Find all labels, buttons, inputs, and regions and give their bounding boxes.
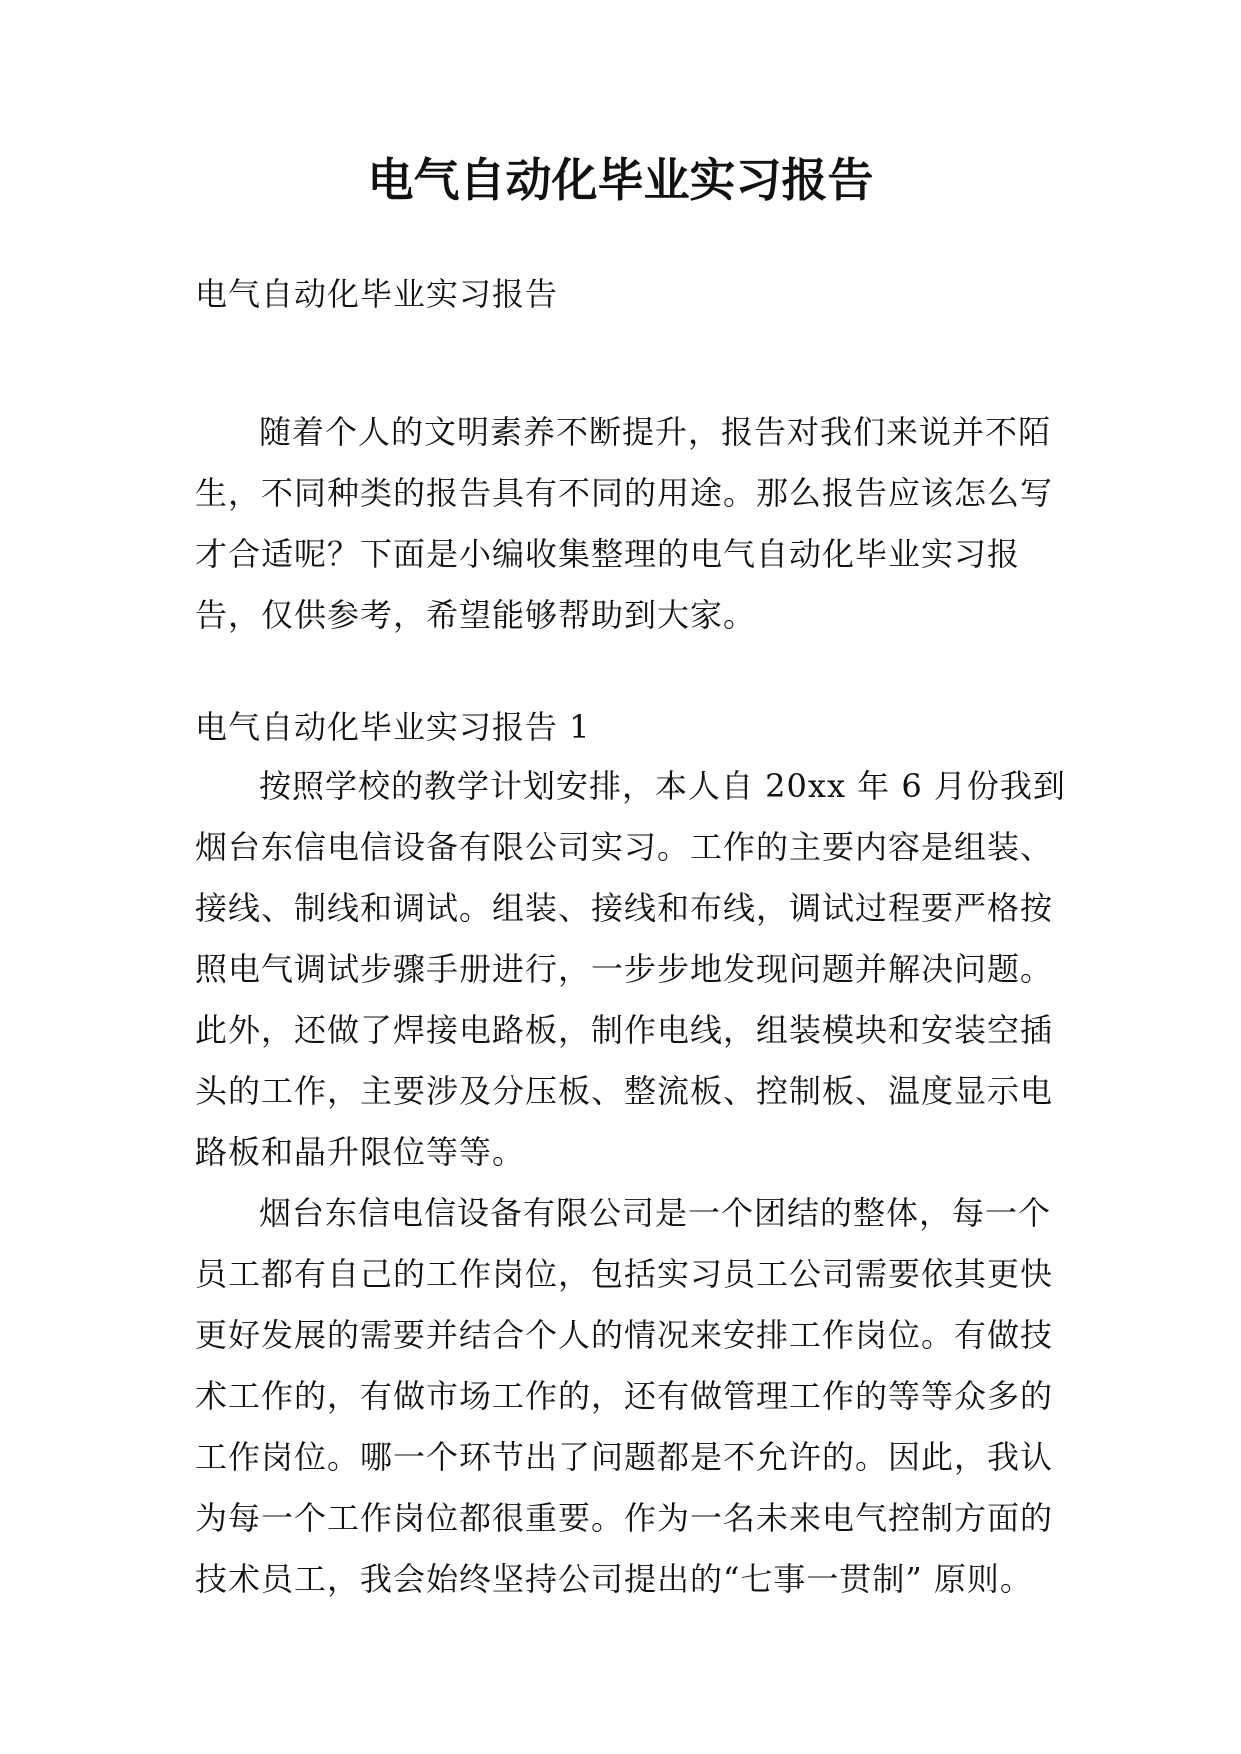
paragraph-line: 为每一个工作岗位都很重要。作为一名未来电气控制方面的 (195, 1499, 1054, 1537)
intro-line: 告，仅供参考，希望能够帮助到大家。 (195, 596, 757, 634)
intro-line: 才合适呢？下面是小编收集整理的电气自动化毕业实习报 (195, 535, 1021, 573)
paragraph-line: 照电气调试步骤手册进行，一步步地发现问题并解决问题。 (195, 950, 1054, 988)
section-heading: 电气自动化毕业实习报告 1 (195, 708, 591, 746)
paragraph-line: 员工都有自己的工作岗位，包括实习员工公司需要依其更快 (195, 1255, 1054, 1293)
intro-paragraph (195, 402, 1075, 646)
paragraph-line: 术工作的，有做市场工作的，还有做管理工作的等等众多的 (195, 1377, 1054, 1415)
section-body (195, 756, 1075, 1610)
paragraph-line: 头的工作，主要涉及分压板、整流板、控制板、温度显示电 (195, 1072, 1054, 1110)
paragraph-line: 工作岗位。哪一个环节出了问题都是不允许的。因此，我认 (195, 1438, 1054, 1476)
document-title: 电气自动化毕业实习报告 (367, 153, 874, 207)
intro-line: 生，不同种类的报告具有不同的用途。那么报告应该怎么写 (195, 474, 1054, 512)
paragraph-line: 按照学校的教学计划安排，本人自 20xx 年 6 月份我到 (259, 767, 1066, 805)
paragraph-line: 接线、制线和调试。组装、接线和布线，调试过程要严格按 (195, 889, 1054, 927)
paragraph-line: 此外，还做了焊接电路板，制作电线，组装模块和安装空插 (195, 1011, 1054, 1049)
paragraph-line: 路板和晶升限位等等。 (195, 1133, 526, 1171)
document-subtitle: 电气自动化毕业实习报告 (195, 275, 559, 313)
paragraph-line: 烟台东信电信设备有限公司实习。工作的主要内容是组装、 (195, 828, 1054, 866)
intro-line: 随着个人的文明素养不断提升，报告对我们来说并不陌 (259, 413, 1052, 451)
paragraph-line: 更好发展的需要并结合个人的情况来安排工作岗位。有做技 (195, 1316, 1054, 1354)
paragraph-line: 烟台东信电信设备有限公司是一个团结的整体，每一个 (259, 1194, 1052, 1232)
paragraph-line: 技术员工，我会始终坚持公司提出的“七事一贯制” 原则。 (195, 1560, 1033, 1598)
